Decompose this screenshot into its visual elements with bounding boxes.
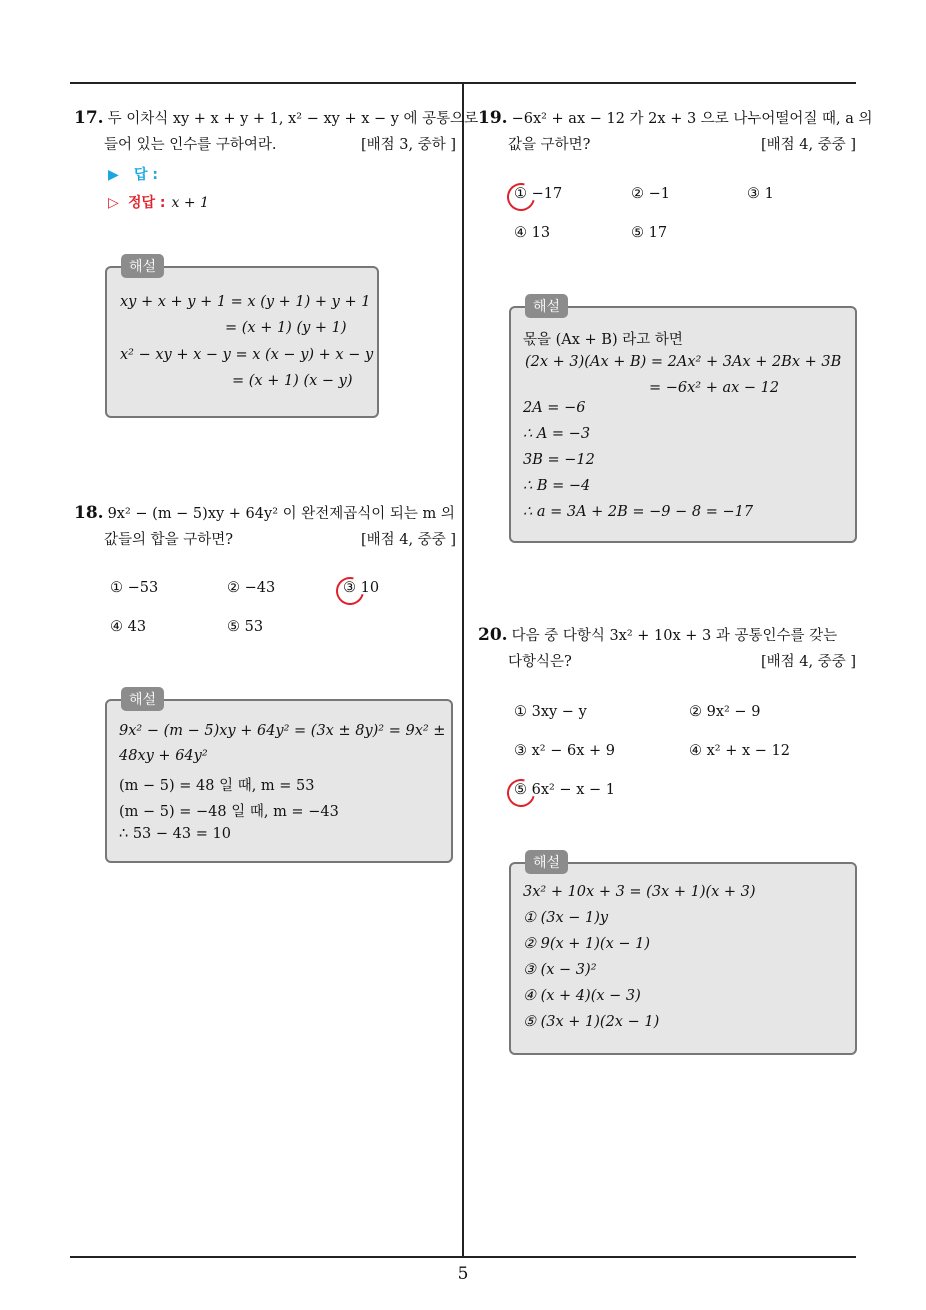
solution-box-18 bbox=[105, 692, 453, 863]
choice-4[interactable]: ④ 43 bbox=[110, 619, 147, 635]
solution-line: ④ (x + 4)(x − 3) bbox=[523, 988, 641, 1004]
choice-5[interactable]: ⑤ 53 bbox=[227, 619, 264, 635]
choice-4[interactable]: ④ 13 bbox=[514, 225, 551, 241]
bottom-rule bbox=[70, 1256, 856, 1258]
solution-line: = −6x² + ax − 12 bbox=[649, 380, 780, 396]
solution-box-17 bbox=[105, 259, 379, 418]
solution-line: xy + x + y + 1 = x (y + 1) + y + 1 bbox=[120, 294, 371, 310]
question-20 bbox=[478, 622, 856, 675]
question-18 bbox=[74, 500, 456, 553]
solution-line: ② 9(x + 1)(x − 1) bbox=[523, 936, 651, 952]
solution-line: 2A = −6 bbox=[523, 400, 586, 416]
score-difficulty: [배점 4, 중중 ] bbox=[760, 654, 856, 670]
choice-2[interactable]: ② −1 bbox=[631, 186, 670, 202]
solution-line: x² − xy + x − y = x (x − y) + x − y bbox=[120, 347, 374, 363]
choice-1[interactable]: ① 3xy − y bbox=[514, 704, 587, 720]
solution-line: ① (3x − 1)y bbox=[523, 910, 609, 926]
solution-line: 9x² − (m − 5)xy + 64y² = (3x ± 8y)² = 9x² ± bbox=[119, 723, 446, 739]
correct-answer-row bbox=[108, 192, 209, 212]
score-difficulty: [배점 4, 중중 ] bbox=[360, 532, 456, 548]
solution-line: (m − 5) = 48 일 때, m = 53 bbox=[119, 778, 315, 794]
solution-line: ∴ 53 − 43 = 10 bbox=[119, 826, 231, 842]
choice-2[interactable]: ② −43 bbox=[227, 580, 276, 596]
question-number: 18. bbox=[74, 503, 104, 523]
selected-circle-icon bbox=[502, 774, 540, 812]
outline-triangle-icon: ▷ bbox=[108, 195, 119, 211]
correct-label: 정답 : bbox=[128, 195, 166, 211]
solution-line: ⑤ (3x + 1)(2x − 1) bbox=[523, 1014, 660, 1030]
solution-box-19 bbox=[509, 299, 857, 543]
solution-box-20 bbox=[509, 855, 857, 1055]
solution-line: 48xy + 64y² bbox=[119, 748, 208, 764]
choice-1[interactable]: ① −53 bbox=[110, 580, 159, 596]
choice-3[interactable]: ③ 1 bbox=[747, 186, 774, 202]
question-number: 19. bbox=[478, 108, 508, 128]
question-text-line2: 다항식은? bbox=[508, 654, 572, 670]
solution-tag: 해설 bbox=[525, 850, 568, 874]
solution-line: 3B = −12 bbox=[523, 452, 595, 468]
score-difficulty: [배점 3, 중하 ] bbox=[360, 137, 456, 153]
solution-line: ∴ a = 3A + 2B = −9 − 8 = −17 bbox=[523, 504, 754, 520]
selected-circle-icon bbox=[502, 178, 540, 216]
solution-tag: 해설 bbox=[525, 294, 568, 318]
choice-5[interactable]: ⑤ 17 bbox=[631, 225, 668, 241]
selected-circle-icon bbox=[331, 572, 369, 610]
answer-label: 답 : bbox=[134, 167, 158, 183]
question-text-line1: 다음 중 다항식 3x² + 10x + 3 과 공통인수를 갖는 bbox=[511, 628, 838, 644]
solution-line: ∴ A = −3 bbox=[523, 426, 591, 442]
solution-line: ∴ B = −4 bbox=[523, 478, 591, 494]
choice-5[interactable]: ⑤ 6x² − x − 1 bbox=[514, 782, 615, 798]
choice-4[interactable]: ④ x² + x − 12 bbox=[689, 743, 790, 759]
question-text-line2: 들어 있는 인수를 구하여라. bbox=[104, 137, 277, 153]
question-text-line2: 값을 구하면? bbox=[508, 137, 591, 153]
solution-line: (2x + 3)(Ax + B) = 2Ax² + 3Ax + 2Bx + 3B bbox=[525, 354, 842, 370]
question-number: 20. bbox=[478, 625, 508, 645]
answer-row bbox=[108, 164, 158, 184]
solution-tag: 해설 bbox=[121, 254, 164, 278]
center-divider bbox=[462, 82, 464, 1257]
solution-line: = (x + 1) (y + 1) bbox=[225, 320, 347, 336]
choice-3[interactable]: ③ 10 bbox=[343, 580, 379, 596]
play-triangle-icon: ▶ bbox=[108, 167, 119, 183]
page-number: 5 bbox=[457, 1264, 469, 1284]
choice-3[interactable]: ③ x² − 6x + 9 bbox=[514, 743, 615, 759]
choice-2[interactable]: ② 9x² − 9 bbox=[689, 704, 761, 720]
solution-line: 3x² + 10x + 3 = (3x + 1)(x + 3) bbox=[523, 884, 756, 900]
solution-line: 몫을 (Ax + B) 라고 하면 bbox=[523, 332, 683, 348]
question-text-line1: 9x² − (m − 5)xy + 64y² 이 완전제곱식이 되는 m 의 bbox=[107, 506, 455, 522]
correct-value: x + 1 bbox=[171, 195, 209, 211]
question-19 bbox=[478, 105, 873, 158]
question-text-line1: 두 이차식 xy + x + y + 1, x² − xy + x − y 에 공통으로 bbox=[107, 111, 479, 127]
solution-line: (m − 5) = −48 일 때, m = −43 bbox=[119, 804, 339, 820]
question-number: 17. bbox=[74, 108, 104, 128]
solution-tag: 해설 bbox=[121, 687, 164, 711]
question-text-line1: −6x² + ax − 12 가 2x + 3 으로 나누어떨어질 때, a 의 bbox=[511, 111, 873, 127]
question-17 bbox=[74, 105, 479, 158]
question-text-line2: 값들의 합을 구하면? bbox=[104, 532, 234, 548]
score-difficulty: [배점 4, 중중 ] bbox=[760, 137, 856, 153]
choice-1[interactable]: ① −17 bbox=[514, 186, 562, 202]
solution-line: ③ (x − 3)² bbox=[523, 962, 597, 978]
solution-line: = (x + 1) (x − y) bbox=[232, 373, 353, 389]
